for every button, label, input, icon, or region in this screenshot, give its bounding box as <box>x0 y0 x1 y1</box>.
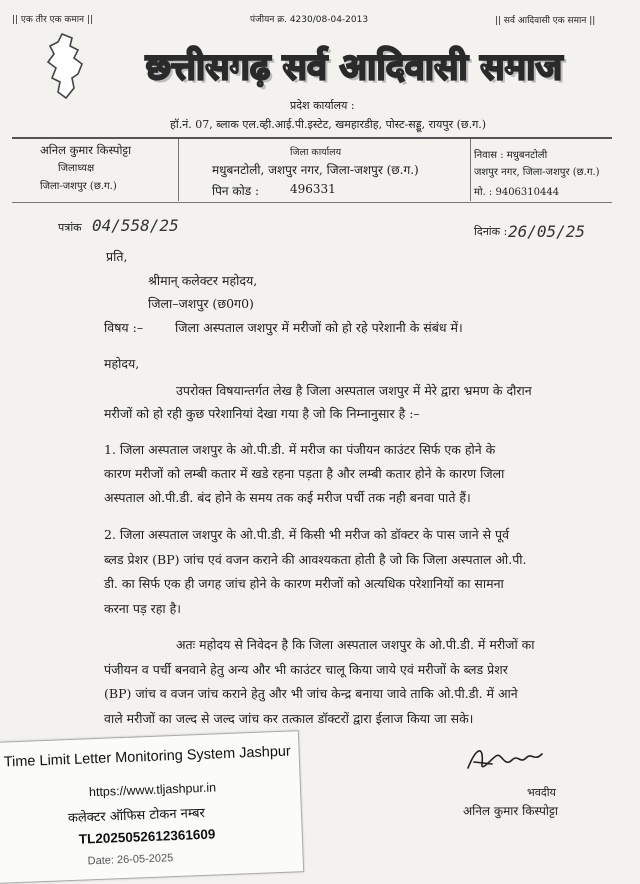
salutation: महोदय, <box>104 356 140 371</box>
signer-name: अनिल कुमार किस्पोट्टा <box>463 804 559 818</box>
subject-text: जिला अस्पताल जशपुर में मरीजों को हो रहे परेशानी के संबंध में। <box>175 320 463 335</box>
president-name: अनिल कुमार किस्पोट्टा <box>40 143 132 157</box>
pin-code-label: पिन कोड : <box>212 184 260 198</box>
point-2-line: करना पड़ रहा है। <box>104 601 181 616</box>
token-number: TL2025052612361609 <box>78 826 216 847</box>
monitoring-stamp <box>0 730 304 884</box>
president-designation: जिलाध्यक्ष <box>58 163 95 174</box>
column-divider-right <box>470 139 471 201</box>
point-2-line: डी. का सिर्फ एक ही जगह जांच होने के कारण मरीजों को अत्यधिक परेशानियों का सामना <box>104 576 504 591</box>
motto-left: || एक तीर एक कमान || <box>12 15 93 25</box>
request-line: पंजीयन व पर्ची बनवाने हेतु अन्य और भी काउंटर चालू किया जाये एवं मरीजों के ब्लड प्रेशर <box>104 662 508 677</box>
date-label: दिनांक : <box>474 225 508 238</box>
header-divider <box>12 137 612 139</box>
point-1-line: अस्पताल ओ.पी.डी. बंद होने के समय तक कई मरीज पर्ची तक नही बनवा पाते हैं। <box>104 490 471 505</box>
reference-label: पत्रांक <box>58 221 82 234</box>
closing: भवदीय <box>527 786 556 799</box>
token-label: कलेक्टर ऑफिस टोकन नम्बर <box>67 805 206 827</box>
recipient-line-2: जिला–जशपुर (छ0ग0) <box>148 296 254 311</box>
point-1-line: 1. जिला अस्पताल जशपुर के ओ.पी.डी. में मरीज का पंजीयन काउंटर सिर्फ एक होने के <box>104 442 496 457</box>
point-1-line: कारण मरीजों को लम्बी कतार में खडे रहना पड़ता है और लम्बी कतार होने के कारण जिला <box>104 466 505 481</box>
district-office-address: मधुबनटोली, जशपुर नगर, जिला-जशपुर (छ.ग.) <box>212 163 419 177</box>
point-2-line: 2. जिला अस्पताल जशपुर के ओ.पी.डी. में किसी भी मरीज को डॉक्टर के पास जाने से पूर्व <box>104 527 510 542</box>
organization-title: छत्तीसगढ़ सर्व आदिवासी समाज <box>145 46 563 88</box>
request-line: (BP) जांच व वजन जांच कराने हेतु और भी जांच केन्द्र बनाया जावे ताकि ओ.पी.डी. में आने <box>104 686 518 701</box>
intro-line: मरीजों को हो रही कुछ परेशानियां देखा गया है जो कि निम्नानुसार है :– <box>104 406 420 421</box>
district-office-label: जिला कार्यालय <box>290 147 342 158</box>
stamp-title: Time Limit Letter Monitoring System Jashpur <box>3 743 292 771</box>
president-district: जिला-जशपुर (छ.ग.) <box>40 181 117 192</box>
letter-date: 26/05/25 <box>508 222 586 241</box>
mobile-number: मो. : 9406310444 <box>474 187 560 198</box>
stamp-url: https://www.tljashpur.in <box>88 780 217 800</box>
signature <box>462 738 552 780</box>
registration-number: पंजीयन क्र. 4230/08-04-2013 <box>250 15 369 25</box>
subject-label: विषय :– <box>104 320 144 335</box>
address-divider <box>12 202 612 203</box>
request-line: अतः महोदय से निवेदन है कि जिला अस्पताल जशपुर के ओ.पी.डी. में मरीजों का <box>176 637 535 652</box>
residence-address: जशपुर नगर, जिला-जशपुर (छ.ग.) <box>474 167 600 178</box>
stamp-date-partial: Date: 26-05-2025 <box>87 852 174 868</box>
to-label: प्रति, <box>106 249 128 264</box>
request-line: वाले मरीजों का जल्द से जल्द जांच कर तत्काल डॉक्टरों द्वारा ईलाज किया जा सके। <box>104 711 474 726</box>
reference-number: 04/558/25 <box>92 216 179 235</box>
pin-code: 496331 <box>290 182 336 196</box>
column-divider-left <box>178 139 179 201</box>
chhattisgarh-map-icon <box>38 32 90 100</box>
residence-label: निवास : मधुबनटोली <box>474 150 548 161</box>
point-2-line: ब्लड प्रेशर (BP) जांच एवं वजन कराने की आवश्यकता होती है जो कि जिला अस्पताल ओ.पी. <box>104 552 527 567</box>
state-office-address: हॉ.नं. 07, ब्लाक एल.व्ही.आई.पी.इस्टेट, खमहारडीह, पोस्ट-सड्डू, रायपुर (छ.ग.) <box>170 118 487 131</box>
motto-right: || सर्व आदिवासी एक समान || <box>495 16 596 26</box>
intro-line: उपरोक्त विषयान्तर्गत लेख है जिला अस्पताल जशपुर में मेरे द्वारा भ्रमण के दौरान <box>176 383 532 398</box>
state-office-label: प्रदेश कार्यालय : <box>290 99 355 112</box>
recipient-line-1: श्रीमान् कलेक्टर महोदय, <box>148 273 258 288</box>
